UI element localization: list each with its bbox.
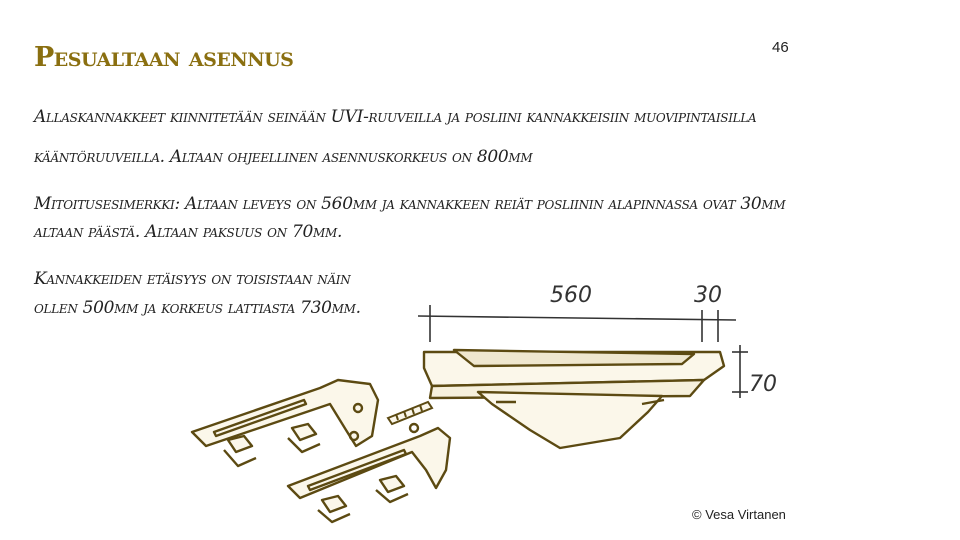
screw-icon bbox=[388, 402, 432, 424]
thickness-dimension bbox=[732, 345, 748, 398]
washbasin-sketch bbox=[424, 350, 724, 448]
page-number: 46 bbox=[772, 39, 789, 56]
paragraph-bracket-spacing: Kannakkeiden etäisyys on toisistaan näin ollen 500mm ja korkeus lattiasta 730mm. bbox=[34, 269, 361, 318]
width-dimension bbox=[418, 305, 736, 342]
offset-label: 30 bbox=[694, 283, 722, 308]
paragraph-bracket-fixing: Allaskannakkeet kiinnitetään seinään UVI-ruuveilla ja posliini kannakkeisiin muovipintaisilla kääntöruuveilla. Altaan ohjeellinen asennuskorkeus on 800mm bbox=[34, 107, 757, 167]
wall-bracket-1 bbox=[192, 380, 378, 466]
paragraph-dimension-example: Mitoitusesimerkki: Altaan leveys on 560mm ja kannakkeen reiät posliinin alapinnassa ovat 30mm altaan päästä. Altaan paksuus on 70mm. bbox=[34, 194, 786, 242]
width-label: 560 bbox=[550, 283, 592, 308]
copyright-notice: © Vesa Virtanen bbox=[692, 507, 786, 522]
slide-title: Pesualtaan asennus bbox=[34, 42, 294, 73]
thickness-label: 70 bbox=[749, 372, 777, 397]
